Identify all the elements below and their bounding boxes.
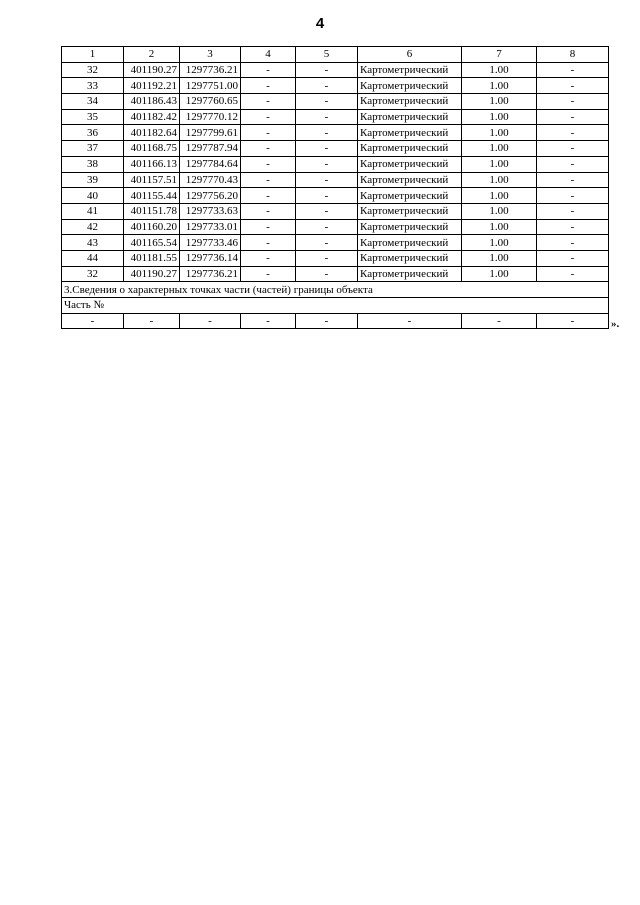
x-coordinate-cell: 401155.44: [124, 188, 180, 204]
point-number-cell: 33: [62, 78, 124, 94]
col4-cell: -: [241, 188, 296, 204]
y-coordinate-cell: -: [180, 313, 241, 329]
point-number-cell: 38: [62, 156, 124, 172]
y-coordinate-cell: 1297736.21: [180, 62, 241, 78]
col8-cell: -: [537, 141, 609, 157]
closing-quote-mark: ».: [611, 318, 620, 330]
method-cell: Картометрический: [358, 266, 462, 282]
col4-cell: -: [241, 125, 296, 141]
header-cell: 8: [537, 47, 609, 63]
empty-part-row: [62, 313, 609, 329]
method-cell: Картометрический: [358, 109, 462, 125]
method-cell: -: [358, 313, 462, 329]
part-label: Часть №: [62, 298, 609, 314]
method-cell: Картометрический: [358, 219, 462, 235]
table-row: [62, 188, 609, 204]
table-row: [62, 141, 609, 157]
col5-cell: -: [296, 141, 358, 157]
table-row: [62, 94, 609, 110]
point-number-cell: 35: [62, 109, 124, 125]
coordinates-table: [61, 46, 609, 329]
point-number-cell: 40: [62, 188, 124, 204]
col4-cell: -: [241, 219, 296, 235]
col8-cell: -: [537, 172, 609, 188]
table-row: [62, 62, 609, 78]
col4-cell: -: [241, 172, 296, 188]
page-number: 4: [315, 15, 325, 32]
x-coordinate-cell: 401182.42: [124, 109, 180, 125]
method-cell: Картометрический: [358, 235, 462, 251]
section-title-row: [62, 282, 609, 298]
method-cell: Картометрический: [358, 78, 462, 94]
section-title: 3.Сведения о характерных точках части (частей) границы объекта: [62, 282, 609, 298]
accuracy-cell: 1.00: [462, 156, 537, 172]
col5-cell: -: [296, 94, 358, 110]
header-cell: 3: [180, 47, 241, 63]
method-cell: Картометрический: [358, 62, 462, 78]
y-coordinate-cell: 1297770.12: [180, 109, 241, 125]
table-body: [62, 47, 609, 329]
method-cell: Картометрический: [358, 250, 462, 266]
table-row: [62, 219, 609, 235]
accuracy-cell: 1.00: [462, 250, 537, 266]
x-coordinate-cell: 401151.78: [124, 203, 180, 219]
point-number-cell: 36: [62, 125, 124, 141]
y-coordinate-cell: 1297770.43: [180, 172, 241, 188]
accuracy-cell: 1.00: [462, 94, 537, 110]
y-coordinate-cell: 1297733.01: [180, 219, 241, 235]
col5-cell: -: [296, 125, 358, 141]
col5-cell: -: [296, 266, 358, 282]
col8-cell: -: [537, 219, 609, 235]
point-number-cell: 44: [62, 250, 124, 266]
col4-cell: -: [241, 203, 296, 219]
point-number-cell: 43: [62, 235, 124, 251]
col5-cell: -: [296, 219, 358, 235]
x-coordinate-cell: 401182.64: [124, 125, 180, 141]
point-number-cell: 37: [62, 141, 124, 157]
method-cell: Картометрический: [358, 94, 462, 110]
method-cell: Картометрический: [358, 125, 462, 141]
col8-cell: -: [537, 109, 609, 125]
col8-cell: -: [537, 313, 609, 329]
col5-cell: -: [296, 78, 358, 94]
col5-cell: -: [296, 235, 358, 251]
col8-cell: -: [537, 62, 609, 78]
point-number-cell: 41: [62, 203, 124, 219]
table-row: [62, 109, 609, 125]
col8-cell: -: [537, 266, 609, 282]
header-cell: 4: [241, 47, 296, 63]
col5-cell: -: [296, 62, 358, 78]
col8-cell: -: [537, 156, 609, 172]
col4-cell: -: [241, 156, 296, 172]
point-number-cell: -: [62, 313, 124, 329]
point-number-cell: 32: [62, 62, 124, 78]
accuracy-cell: -: [462, 313, 537, 329]
accuracy-cell: 1.00: [462, 141, 537, 157]
x-coordinate-cell: 401165.54: [124, 235, 180, 251]
accuracy-cell: 1.00: [462, 219, 537, 235]
x-coordinate-cell: 401181.55: [124, 250, 180, 266]
col5-cell: -: [296, 188, 358, 204]
col8-cell: -: [537, 203, 609, 219]
y-coordinate-cell: 1297799.61: [180, 125, 241, 141]
header-cell: 5: [296, 47, 358, 63]
col8-cell: -: [537, 188, 609, 204]
col4-cell: -: [241, 266, 296, 282]
method-cell: Картометрический: [358, 203, 462, 219]
method-cell: Картометрический: [358, 156, 462, 172]
table-row: [62, 78, 609, 94]
y-coordinate-cell: 1297733.63: [180, 203, 241, 219]
point-number-cell: 42: [62, 219, 124, 235]
accuracy-cell: 1.00: [462, 188, 537, 204]
table-row: [62, 125, 609, 141]
x-coordinate-cell: 401186.43: [124, 94, 180, 110]
y-coordinate-cell: 1297760.65: [180, 94, 241, 110]
table-row: [62, 203, 609, 219]
y-coordinate-cell: 1297736.21: [180, 266, 241, 282]
accuracy-cell: 1.00: [462, 172, 537, 188]
x-coordinate-cell: 401160.20: [124, 219, 180, 235]
col8-cell: -: [537, 235, 609, 251]
accuracy-cell: 1.00: [462, 235, 537, 251]
point-number-cell: 32: [62, 266, 124, 282]
col8-cell: -: [537, 94, 609, 110]
accuracy-cell: 1.00: [462, 109, 537, 125]
y-coordinate-cell: 1297784.64: [180, 156, 241, 172]
y-coordinate-cell: 1297756.20: [180, 188, 241, 204]
accuracy-cell: 1.00: [462, 62, 537, 78]
x-coordinate-cell: 401166.13: [124, 156, 180, 172]
col4-cell: -: [241, 78, 296, 94]
header-cell: 6: [358, 47, 462, 63]
header-cell: 2: [124, 47, 180, 63]
header-row: [62, 47, 609, 63]
table-row: [62, 235, 609, 251]
x-coordinate-cell: 401190.27: [124, 62, 180, 78]
col5-cell: -: [296, 203, 358, 219]
method-cell: Картометрический: [358, 141, 462, 157]
accuracy-cell: 1.00: [462, 266, 537, 282]
col4-cell: -: [241, 313, 296, 329]
x-coordinate-cell: 401168.75: [124, 141, 180, 157]
accuracy-cell: 1.00: [462, 203, 537, 219]
col5-cell: -: [296, 250, 358, 266]
y-coordinate-cell: 1297736.14: [180, 250, 241, 266]
col8-cell: -: [537, 125, 609, 141]
point-number-cell: 39: [62, 172, 124, 188]
col4-cell: -: [241, 94, 296, 110]
col5-cell: -: [296, 313, 358, 329]
y-coordinate-cell: 1297787.94: [180, 141, 241, 157]
accuracy-cell: 1.00: [462, 125, 537, 141]
col5-cell: -: [296, 156, 358, 172]
col4-cell: -: [241, 141, 296, 157]
accuracy-cell: 1.00: [462, 78, 537, 94]
table-row: [62, 266, 609, 282]
method-cell: Картометрический: [358, 188, 462, 204]
header-cell: 1: [62, 47, 124, 63]
col8-cell: -: [537, 250, 609, 266]
x-coordinate-cell: 401192.21: [124, 78, 180, 94]
col4-cell: -: [241, 62, 296, 78]
col4-cell: -: [241, 109, 296, 125]
col8-cell: -: [537, 78, 609, 94]
table-row: [62, 250, 609, 266]
col5-cell: -: [296, 109, 358, 125]
part-label-row: [62, 298, 609, 314]
header-cell: 7: [462, 47, 537, 63]
method-cell: Картометрический: [358, 172, 462, 188]
col4-cell: -: [241, 250, 296, 266]
col5-cell: -: [296, 172, 358, 188]
point-number-cell: 34: [62, 94, 124, 110]
x-coordinate-cell: -: [124, 313, 180, 329]
x-coordinate-cell: 401157.51: [124, 172, 180, 188]
x-coordinate-cell: 401190.27: [124, 266, 180, 282]
col4-cell: -: [241, 235, 296, 251]
table-row: [62, 156, 609, 172]
y-coordinate-cell: 1297751.00: [180, 78, 241, 94]
table-row: [62, 172, 609, 188]
y-coordinate-cell: 1297733.46: [180, 235, 241, 251]
